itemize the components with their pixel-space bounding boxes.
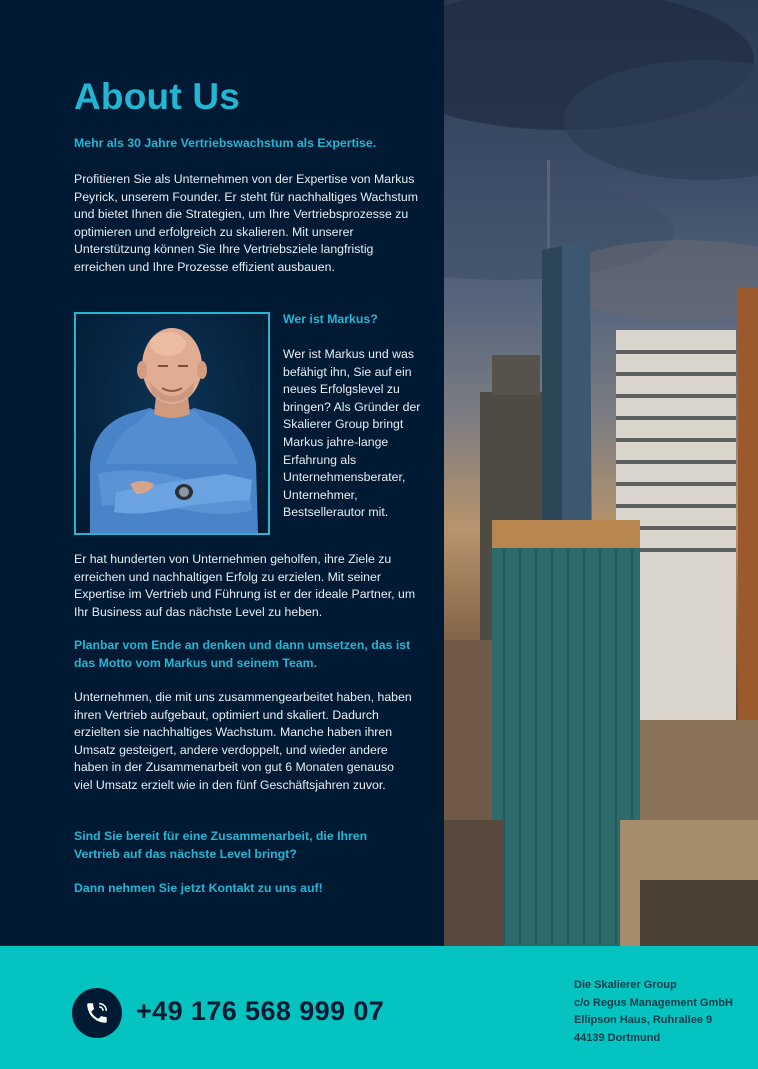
city-skyline-photo [444, 0, 758, 946]
results-paragraph: Unternehmen, die mit uns zusammengearbeitet haben, haben ihren Vertrieb aufgebaut, optimiert und skaliert. Dadurch erzielten sie nachhaltiges Wachstum. Manche haben ihren Umsatz gesteigert, andere verdoppelt, und wieder andere haben in der Zusammenarbeit von gut 6 Monaten genauso viel Umsatz erzielt wie in den fünf Geschäftsjahren zuvor. [74, 690, 412, 792]
phone-icon[interactable] [72, 988, 122, 1038]
cta-contact: Dann nehmen Sie jetzt Kontakt zu uns auf! [74, 881, 323, 895]
subtitle: Mehr als 30 Jahre Vertriebswachstum als Expertise. [74, 136, 377, 150]
cta-question: Sind Sie bereit für eine Zusammenarbeit, die Ihren Vertrieb auf das nächste Level bringt? [74, 829, 368, 861]
postal-address [574, 977, 733, 1047]
intro-paragraph: Profitieren Sie als Unternehmen von der Expertise von Markus Peyrick, unserem Founder. Er steht für nachhaltiges Wachstum und bietet Ihnen die Strategien, um Ihre Vertriebsprozesse zu optimieren und erfolgreich zu skalieren. Mit unserer Unterstützung können Sie Ihre Vertriebsziele langfristig erreichen und Ihre Prozesse effizient ausbauen. [74, 172, 419, 274]
address-line: Ellipson Haus, Ruhrallee 9 [574, 1014, 713, 1026]
motto-text: Planbar vom Ende an denken und dann umsetzen, das ist das Motto vom Markus und seinem Team. [74, 638, 411, 670]
markus-paragraph: Wer ist Markus und was befähigt ihn, Sie auf ein neues Erfolgslevel zu bringen? Als Gründer der Skalierer Group bringt Markus jahre-lange Erfahrung als Unternehmensberater, Unternehmer, Bestsellerautor mit. [283, 347, 421, 520]
address-line: Die Skalierer Group [574, 979, 677, 991]
portrait-photo [74, 312, 270, 535]
address-line: c/o Regus Management GmbH [574, 996, 733, 1009]
contact-footer [0, 946, 758, 1069]
expertise-paragraph: Er hat hunderten von Unternehmen geholfen, ihre Ziele zu erreichen und nachhaltigen Erfolg zu erzielen. Mit seiner Expertise im Vertrieb und Führung ist er der ideale Partner, um Ihr Business auf das nächste Level zu heben. [74, 552, 416, 619]
markus-heading: Wer ist Markus? [283, 312, 378, 326]
page-title: About Us [74, 76, 241, 117]
address-line: 44139 Dortmund [574, 1031, 661, 1044]
phone-number[interactable]: +49 176 568 999 07 [136, 996, 385, 1026]
